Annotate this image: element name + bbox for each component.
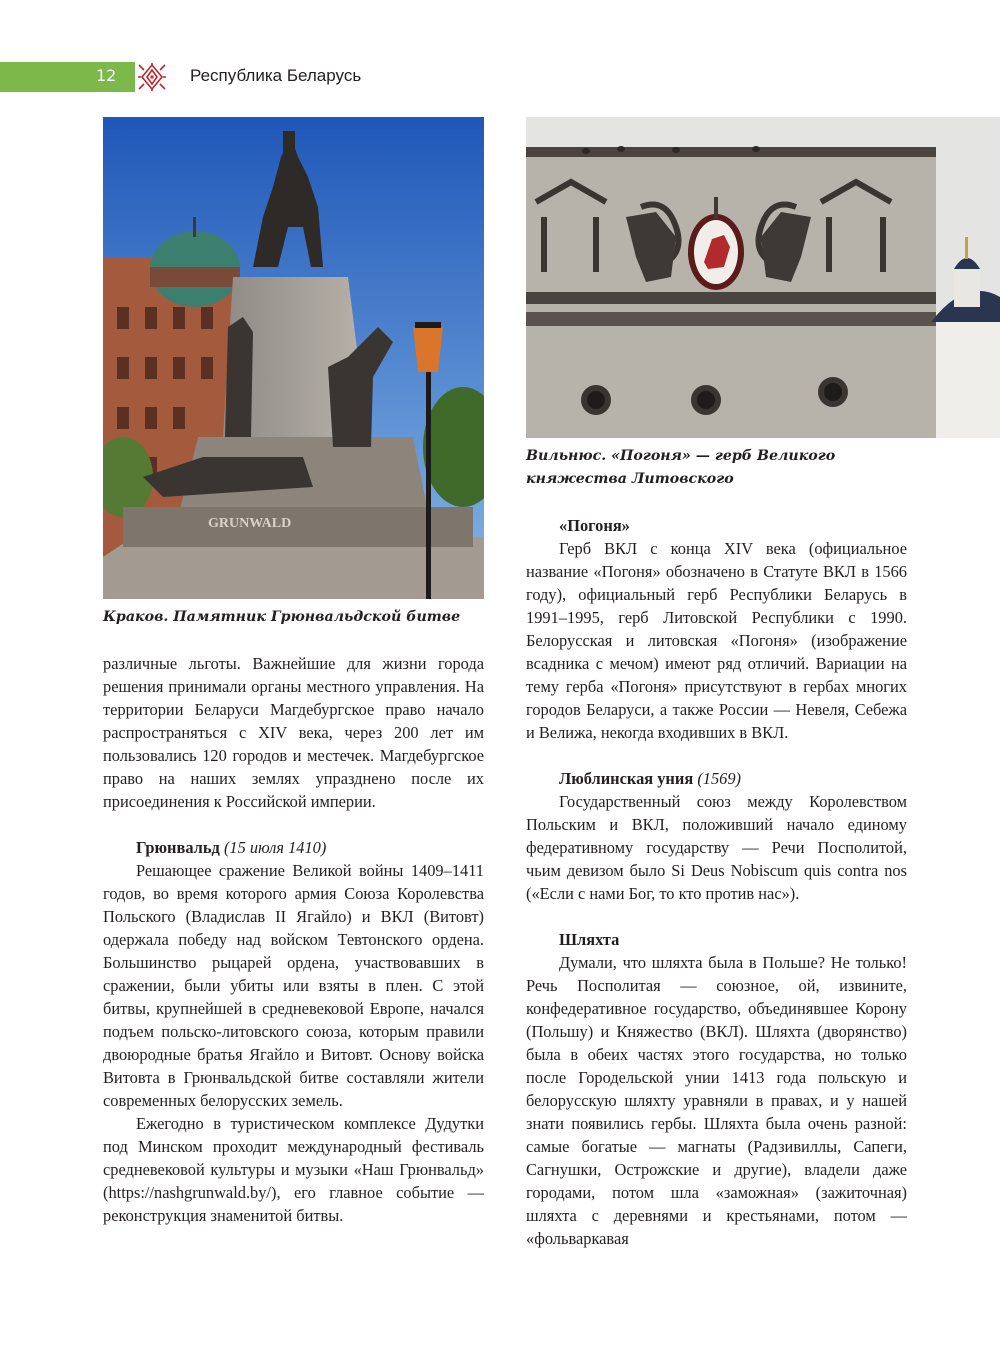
szlachta-heading <box>526 928 907 951</box>
grunwald-monument-image <box>103 117 484 599</box>
monument-inscription: GRUNWALD <box>208 516 292 531</box>
lublin-union-title: Люблинская уния <box>559 769 694 788</box>
pogonya-paragraph: Герб ВКЛ с конца XIV века (официальное название «Погоня» обозначено в Статуте ВКЛ в 1566 году), официальный герб Республики Беларусь в 1991–1995, герб Литовской Республики с 1990. Белорусская и литовская «Погоня» (изображение всадника с мечом) имеют ряд отличий. Вариации на тему герба «Погоня» присутствуют в гербах многих городов Беларуси, а также России — Невеля, Себежа и Велижа, некогда входивших в ВКЛ. <box>526 539 907 742</box>
lublin-union-paragraph: Государственный союз между Королевством Польским и ВКЛ, положивший начало единому федеративному государству — Речи Посполитой, чьим девизом было Si Deus Nobiscum quis contra nos («Если с нами Бог, то кто против нас»). <box>526 792 907 903</box>
pogonya-photo <box>526 117 1000 438</box>
grunwald-title: Грюнвальд <box>136 838 220 857</box>
pogonya-heading <box>526 514 907 537</box>
pogonya-title: «Погоня» <box>559 516 630 535</box>
grunwald-date: (15 июля 1410) <box>223 838 327 857</box>
right-text-column <box>526 514 907 1250</box>
left-text-column <box>103 652 484 1227</box>
szlachta-title: Шляхта <box>559 930 620 949</box>
header-title: Республика Беларусь <box>190 66 362 85</box>
szlachta-paragraph: Думали, что шляхта была в Польше? Не только! Речь Посполитая — союзное, ой, извините, конфедеративное государство, объединявшее Корону (Польшу) и Княжество (ВКЛ). Шляхта (дворянство) была в обеих частях этого государства, но только после Городельской унии 1413 года польскую и белорусскую шляхту уравняли в правах, и у нашей знати появились гербы. Шляхта была очень разной: самые богатые — магнаты (Радзивиллы, Сапеги, Сагнушки, Острожские и другие), владели даже городами, потом шла «заможная» (зажиточная) шляхта с деревнями и крестьянами, потом — «фольваркавая <box>526 953 907 1248</box>
lublin-union-date: (1569) <box>697 769 742 788</box>
page-number: 12 <box>96 66 117 85</box>
grunwald-monument-photo <box>103 117 484 599</box>
belarusian-ornament-icon <box>137 63 167 91</box>
magdeburg-continuation: различные льготы. Важнейшие для жизни города решения принимали органы местного управления. На территории Беларуси Магдебургское право начало распространяться с XIV века, через 200 лет им пользовались 120 городов и местечек. Магдебургское право на наших землях упразднено после их присоединения к Российской империи. <box>103 654 484 811</box>
page-header <box>0 62 1000 92</box>
pogonya-facade-image <box>526 117 1000 438</box>
left-photo-caption: Краков. Памятник Грюнвальдской битве <box>103 609 461 625</box>
grunwald-paragraph-2: Ежегодно в туристическом комплексе Дудутки под Минском проходит международный фестиваль средневековой культуры и музыки «Наш Грюнвальд» (https://nashgrunwald.by/), его главное событие — реконструкция знаменитой битвы. <box>103 1114 484 1225</box>
lublin-union-heading <box>526 767 907 790</box>
grunwald-heading <box>103 836 484 859</box>
right-photo-caption: Вильнюс. «Погоня» — герб Великого княжества Литовского <box>526 448 836 487</box>
grunwald-paragraph-1: Решающее сражение Великой войны 1409–1411 годов, во время которого армия Союза Королевства Польского (Владислав II Ягайло) и ВКЛ (Витовт) одержала победу над войском Тевтонского ордена. Большинство рыцарей ордена, участвовавших в сражении, были убиты или взяты в плен. С этой битвы, крупнейшей в средневековой Европе, начался подъем польско-литовского союза, которым правили двоюродные братья Ягайло и Витовт. Основу войска Витовта в Грюнвальдской битве составляли жители современных белорусских земель. <box>103 861 484 1110</box>
